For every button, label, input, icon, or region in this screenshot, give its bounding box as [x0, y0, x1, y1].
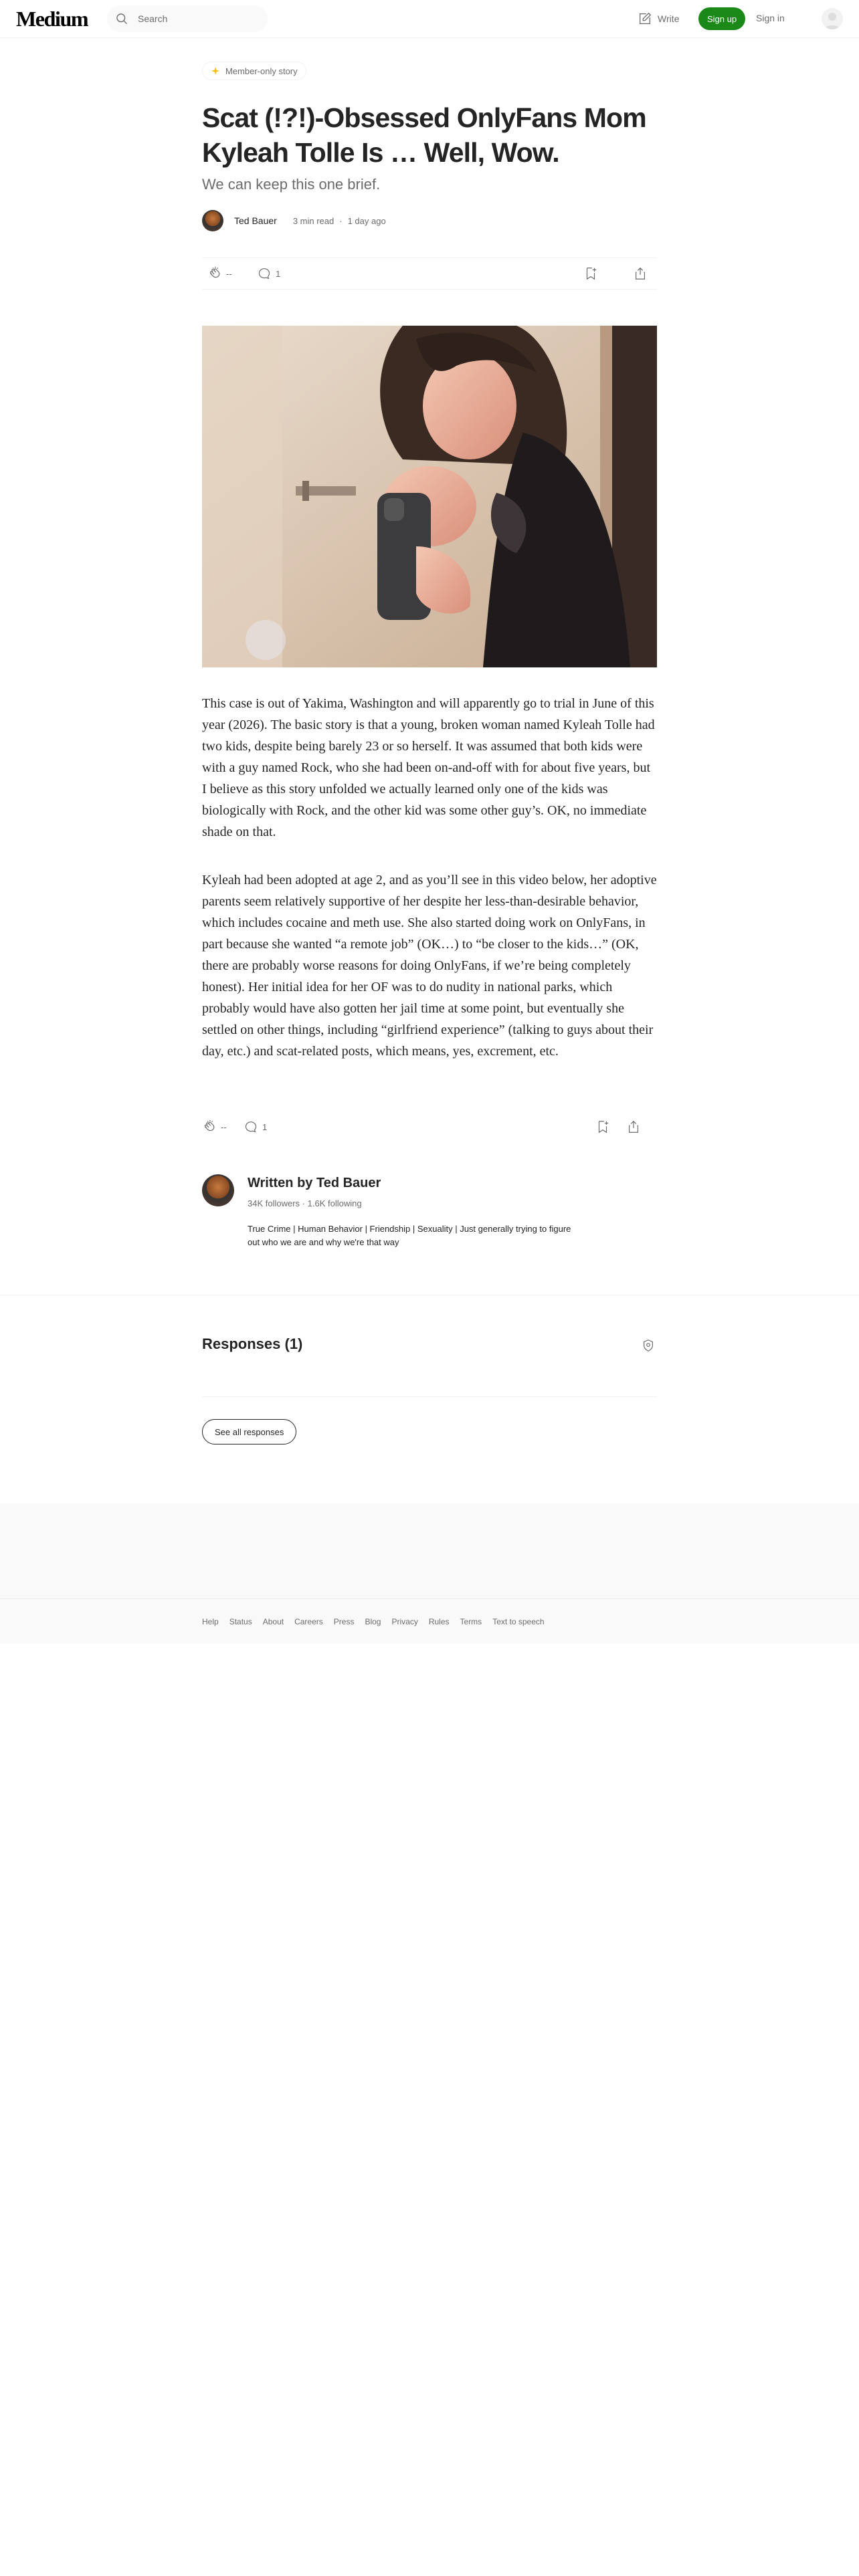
clap-button-bottom[interactable] — [202, 1119, 227, 1134]
bookmark-button[interactable] — [583, 266, 598, 281]
article-body — [202, 693, 657, 1089]
article-title: Scat (!?!)-Obsessed OnlyFans Mom Kyleah Tolle Is … Well, Wow. — [202, 102, 646, 168]
article-paragraph: This case is out of Yakima, Washington and will apparently go to trial in June of this year (2026). The basic story is that a young, broken woman named Kyleah Tolle had two kids, despite being barely 23 or so herself. It was assumed that both kids were with a guy named Rock, who she had been on-and-off with for about five years, but I believe as this story unfolded we actually learned only one of the kids was biologically with Rock, and the other kid was some other guy’s. OK, no immediate shade on that. — [202, 696, 655, 839]
search-box[interactable] — [107, 5, 268, 32]
share-icon — [633, 266, 648, 281]
user-avatar-placeholder[interactable] — [822, 8, 843, 29]
responses-divider — [202, 1396, 657, 1397]
responses-count: 1 — [262, 1121, 268, 1132]
author-name[interactable]: Ted Bauer — [234, 215, 277, 226]
footer-link-status[interactable]: Status — [229, 1617, 252, 1626]
star-icon — [211, 66, 220, 76]
responses-button[interactable] — [257, 266, 280, 281]
responses-count: 1 — [276, 268, 281, 279]
clap-button[interactable] — [207, 266, 232, 281]
bookmark-add-icon — [595, 1119, 610, 1134]
author-bio: True Crime | Human Behavior | Friendship | Sexuality | Just generally trying to figure out who we are and why we're that way — [248, 1224, 571, 1247]
footer-link-text-to-speech[interactable]: Text to speech — [492, 1617, 545, 1626]
responses-heading: Responses (1) — [202, 1335, 303, 1352]
clap-count: -- — [221, 1121, 227, 1132]
footer-link-rules[interactable]: Rules — [428, 1617, 450, 1626]
article-subtitle: We can keep this one brief. — [202, 176, 381, 193]
publish-date: 1 day ago — [347, 215, 386, 226]
author-card — [202, 1174, 657, 1255]
clap-icon — [202, 1119, 217, 1134]
author-card-heading[interactable]: Written by Ted Bauer — [248, 1176, 381, 1190]
clap-icon — [207, 266, 222, 281]
search-input[interactable]: Search — [138, 13, 168, 24]
clap-count: -- — [226, 268, 232, 279]
write-icon — [638, 11, 652, 26]
see-all-responses-button[interactable]: See all responses — [202, 1419, 296, 1444]
footer-link-help[interactable]: Help — [202, 1617, 219, 1626]
comment-icon — [257, 266, 272, 281]
share-icon — [626, 1119, 641, 1134]
footer-link-blog[interactable]: Blog — [365, 1617, 381, 1626]
article-bottom-action-bar — [202, 1115, 657, 1140]
author-byline — [202, 209, 657, 233]
author-follow-stats — [248, 1198, 362, 1208]
member-only-badge — [202, 62, 306, 80]
article-paragraph: Kyleah had been adopted at age 2, and as you’ll see in this video below, her adoptive parents seem relatively supportive of her despite her less-than-desirable behavior, which includes cocaine and meth use. She also started doing work on OnlyFans, in part because she wanted “a remote job” (OK…) to “be closer to the kids…” (OK, there are probably worse reasons for doing OnlyFans, if we’re being completely honest). Her initial idea for her OF was to do nudity in national parks, which probably would have also gotten her jail time at some point, but eventually she settled on other things, including “girlfriend experience” (talking to guys about their day, etc.) and scat-related posts, which means, yes, excrement, etc. — [202, 873, 657, 1059]
medium-logo[interactable]: Medium — [16, 7, 88, 31]
user-icon — [822, 8, 843, 29]
badge-label: Member-only story — [225, 66, 298, 76]
article-hero-image — [202, 326, 657, 667]
separator-dot: · — [302, 1198, 308, 1208]
footer-link-careers[interactable]: Careers — [294, 1617, 323, 1626]
top-navigation-bar — [0, 0, 859, 38]
followers-count[interactable]: 34K followers — [248, 1198, 300, 1208]
search-icon — [115, 12, 128, 25]
bookmark-button-bottom[interactable] — [595, 1119, 610, 1134]
separator-dot: · — [339, 215, 343, 226]
sign-in-link[interactable]: Sign in — [756, 13, 785, 23]
footer-links — [202, 1617, 545, 1626]
read-time: 3 min read — [292, 215, 335, 226]
write-button[interactable] — [638, 9, 679, 28]
sign-up-button[interactable]: Sign up — [698, 7, 745, 30]
footer-link-privacy[interactable]: Privacy — [391, 1617, 418, 1626]
responses-button-bottom[interactable] — [244, 1119, 267, 1134]
author-avatar-large[interactable] — [202, 1174, 234, 1206]
footer-link-press[interactable]: Press — [333, 1617, 355, 1626]
shield-icon[interactable] — [641, 1338, 656, 1353]
footer-divider — [0, 1598, 859, 1599]
footer-link-about[interactable]: About — [262, 1617, 284, 1626]
article-action-bar — [202, 257, 657, 290]
write-label: Write — [658, 13, 680, 24]
share-button[interactable] — [633, 266, 648, 281]
following-count[interactable]: 1.6K following — [307, 1198, 362, 1208]
comment-icon — [244, 1119, 258, 1134]
share-button-bottom[interactable] — [626, 1119, 641, 1134]
bookmark-add-icon — [583, 266, 598, 281]
author-avatar[interactable] — [202, 210, 223, 231]
footer-link-terms[interactable]: Terms — [460, 1617, 482, 1626]
